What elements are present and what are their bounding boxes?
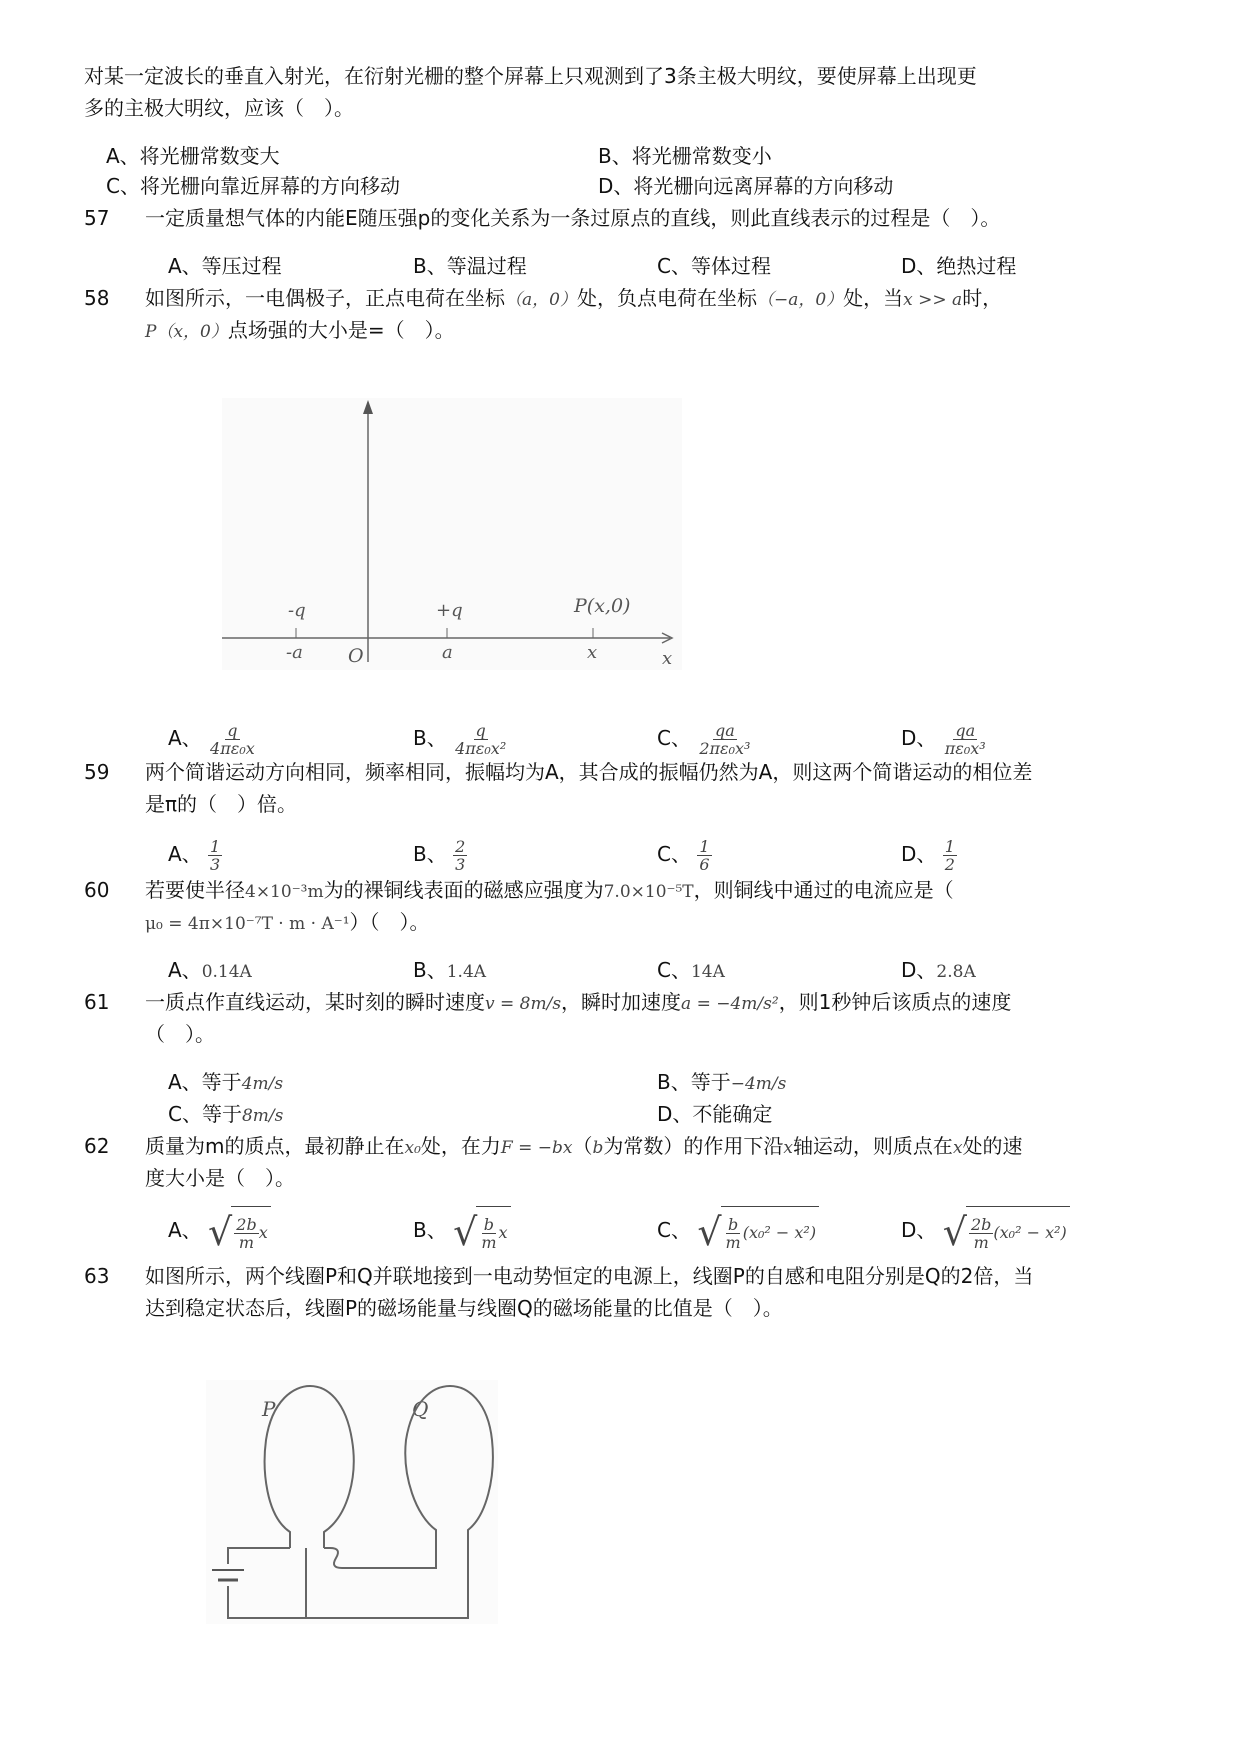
q60-text-2: 为的裸铜线表面的磁感应强度为 [323,878,604,902]
x-axis-label: x [662,648,673,669]
option-d-prefix: D、 [901,1218,937,1242]
sqrt-icon: √ [208,1209,233,1254]
denominator: m [725,1232,741,1252]
numerator: 2b [236,1214,257,1234]
q58-option-d[interactable] [901,716,988,760]
option-b-prefix: B、等于 [657,1070,731,1094]
fraction [697,838,711,873]
denominator: 3 [455,855,466,874]
q60-field: 7.0×10⁻⁵T [603,882,694,902]
q58-option-a[interactable] [168,716,257,760]
numerator: q [475,721,486,740]
q62-b: b [592,1138,604,1158]
numerator: b [728,1214,739,1234]
q62-text-4: 为常数）的作用下沿 [603,1134,784,1158]
denominator: 4πε₀x² [455,739,507,758]
q63-number: 63 [84,1264,110,1288]
q58-pos-coord: （a，0） [505,290,577,310]
denominator: 6 [699,855,710,874]
q61-text-1: 一质点作直线运动，某时刻的瞬时速度 [145,990,485,1014]
option-b-prefix: B、 [413,726,447,750]
denominator: m [238,1232,255,1252]
numerator: b [483,1214,495,1234]
q61-option-b[interactable] [657,1068,786,1098]
option-c-prefix: C、 [657,842,691,866]
sqrt [453,1206,510,1257]
option-a-prefix: A、 [168,1218,202,1242]
sqrt [208,1206,271,1257]
fraction [943,722,988,757]
fraction [453,722,508,757]
q59-option-c[interactable] [657,832,712,876]
q62-option-b[interactable] [413,1206,511,1257]
q58-option-b[interactable] [413,716,508,760]
q61-text-2: ，瞬时加速度 [561,990,682,1014]
option-c-prefix: C、 [657,958,691,982]
fraction [208,722,257,757]
q57-option-d[interactable]: D、绝热过程 [901,254,1017,278]
sqrt-icon: √ [453,1209,478,1254]
numerator: 1 [699,837,710,856]
fraction [234,1216,258,1251]
option-c-value: 14A [690,962,725,982]
q60-text-1: 若要使半径 [145,878,245,902]
pos-a-label: a [442,642,453,663]
option-d-prefix: D、 [901,958,937,982]
q58-condition: x >> a [903,290,963,310]
q61-number: 61 [84,990,110,1014]
point-x-label: x [587,642,598,663]
q62-text-6: 处的速 [962,1134,1023,1158]
q57-number: 57 [84,206,110,230]
option-b-value: 1.4A [446,962,487,982]
fraction [453,838,467,873]
q60-option-c[interactable] [657,956,725,986]
q56-option-c[interactable]: C、将光栅向靠近屏幕的方向移动 [106,174,400,198]
q56-option-d[interactable]: D、将光栅向远离屏幕的方向移动 [598,174,894,198]
q62-force: F = −bx [500,1138,573,1158]
denominator: 2πε₀x³ [699,739,751,758]
radicand-tail: (x₀² − x²) [742,1223,817,1242]
fraction [208,838,222,873]
fraction [479,1216,498,1251]
coil-figure [206,1380,498,1624]
sqrt [697,1206,819,1257]
q60-text-4: ）（ ）。 [349,910,430,934]
q60-number: 60 [84,878,110,902]
fraction [697,722,752,757]
numerator: 1 [210,837,221,856]
q57-stem: 一定质量想气体的内能E随压强p的变化关系为一条过原点的直线，则此直线表示的过程是（ ）。 [145,206,1001,230]
neg-charge-label: -q [288,600,306,621]
q58-text-2: 处，负点电荷在坐标 [576,286,757,310]
q62-option-d[interactable] [901,1206,1070,1257]
q62-x-axis: x [783,1138,793,1158]
denominator: m [481,1232,497,1252]
option-a-prefix: A、等于 [168,1070,242,1094]
q63-stem-line1: 如图所示，两个线圈P和Q并联地接到一电动势恒定的电源上，线圈P的自感和电阻分别是Q的2倍，当 [145,1264,1034,1288]
q62-text-2: 处，在力 [420,1134,501,1158]
q59-option-b[interactable] [413,832,467,876]
q62-x: x [952,1138,963,1158]
q62-text-1: 质量为m的质点，最初静止在 [145,1134,405,1158]
radicand-tail: (x₀² − x²) [993,1223,1067,1242]
option-c-prefix: C、 [657,726,691,750]
q58-text-3: 处，当 [843,286,904,310]
option-a-value: 4m/s [241,1074,284,1094]
q61-stem-line1 [145,988,1011,1018]
q61-option-a[interactable] [168,1068,283,1098]
option-a-prefix: A、 [168,842,202,866]
option-b-prefix: B、 [413,1218,447,1242]
option-a-value: 0.14A [201,962,252,982]
q57-option-a[interactable]: A、等压过程 [168,254,282,278]
numerator: qa [955,721,976,740]
option-b-prefix: B、 [413,842,447,866]
q58-neg-coord: （−a，0） [756,290,844,310]
numerator: q [227,721,238,740]
q56-option-b[interactable]: B、将光栅常数变小 [598,144,772,168]
q58-text-1: 如图所示，一电偶极子，正点电荷在坐标 [145,286,505,310]
q59-number: 59 [84,760,110,784]
q57-option-b[interactable]: B、等温过程 [413,254,527,278]
q60-text-3: ，则铜线中通过的电流应是（ [693,878,954,902]
q61-stem-line2: （ ）。 [145,1022,215,1046]
q61-acceleration: a = −4m/s² [681,994,779,1014]
q59-option-d[interactable] [901,832,957,876]
q58-point-p: P（x，0） [145,322,228,342]
q58-stem-line2 [145,316,455,346]
q58-text-4: 时， [962,286,1003,310]
option-a-prefix: A、 [168,726,202,750]
q56-stem-line2: 多的主极大明纹，应该（ ）。 [84,96,354,120]
q56-option-a[interactable]: A、将光栅常数变大 [106,144,280,168]
option-b-value: −4m/s [730,1074,787,1094]
q59-stem-line1: 两个简谐运动方向相同，频率相同，振幅均为A，其合成的振幅仍然为A，则这两个简谐运动的相位差 [145,760,1033,784]
point-p-label: P(x,0) [574,595,631,617]
fraction [724,1216,743,1251]
fraction [943,838,957,873]
denominator: 3 [210,855,221,874]
q62-text-5: 轴运动，则质点在 [792,1134,953,1158]
q62-number: 62 [84,1134,110,1158]
option-c-prefix: C、等于 [168,1102,242,1126]
q60-option-d[interactable] [901,956,976,986]
q62-x0: x₀ [404,1138,421,1158]
q56-stem-line1: 对某一定波长的垂直入射光，在衍射光栅的整个屏幕上只观测到了3条主极大明纹，要使屏幕上出现更 [84,64,977,88]
origin-label: O [348,645,364,667]
option-d-prefix: D、 [901,842,937,866]
pos-charge-label: +q [436,600,463,621]
sqrt-icon: √ [942,1209,967,1254]
q60-option-b[interactable] [413,956,486,986]
denominator: 4πε₀x [210,739,255,758]
q58-option-c[interactable] [657,716,752,760]
q62-stem-line2: 度大小是（ ）。 [145,1166,295,1190]
numerator: qa [715,721,735,740]
sqrt-icon: √ [697,1209,722,1254]
q58-number: 58 [84,286,110,310]
dipole-figure [222,398,682,670]
q60-radius: 4×10⁻³m [245,882,324,902]
q57-option-c[interactable]: C、等体过程 [657,254,771,278]
numerator: 2b [970,1214,992,1234]
option-b-prefix: B、 [413,958,447,982]
option-d-prefix: D、 [901,726,937,750]
q62-option-a[interactable] [168,1206,271,1257]
numerator: 2 [455,837,466,856]
q62-stem-line1 [145,1132,1023,1162]
q62-option-c[interactable] [657,1206,819,1257]
q60-option-a[interactable] [168,956,252,986]
denominator: 2 [944,855,955,874]
radicand-tail: x [258,1223,268,1242]
option-c-prefix: C、 [657,1218,691,1242]
coil-p-label: P [262,1397,276,1421]
option-d-value: 2.8A [936,962,976,982]
denominator: πε₀x³ [944,739,986,758]
neg-a-label: -a [286,642,303,663]
q61-velocity: v = 8m/s [485,994,562,1014]
q59-stem-line2: 是π的（ ）倍。 [145,792,298,816]
q59-option-a[interactable] [168,832,222,876]
q61-option-d[interactable]: D、不能确定 [657,1102,773,1126]
denominator: m [973,1232,989,1252]
q58-stem-line1 [145,284,1002,314]
q61-text-3: ，则1秒钟后该质点的速度 [778,990,1012,1014]
q60-mu0: μ₀ = 4π×10⁻⁷T · m · A⁻¹ [145,914,350,934]
option-c-value: 8m/s [241,1106,284,1126]
radicand-tail: x [498,1223,508,1242]
fraction [969,1216,993,1251]
q60-stem-line2 [145,908,430,938]
coil-q-label: Q [412,1397,429,1421]
q58-text-5: 点场强的大小是=（ ）。 [227,318,455,342]
q62-text-3: （ [572,1134,593,1158]
q60-stem-line1 [145,876,954,906]
q61-option-c[interactable] [168,1100,283,1130]
numerator: 1 [944,837,955,856]
sqrt [943,1206,1070,1257]
option-a-prefix: A、 [168,958,202,982]
q63-stem-line2: 达到稳定状态后，线圈P的磁场能量与线圈Q的磁场能量的比值是（ ）。 [145,1296,783,1320]
